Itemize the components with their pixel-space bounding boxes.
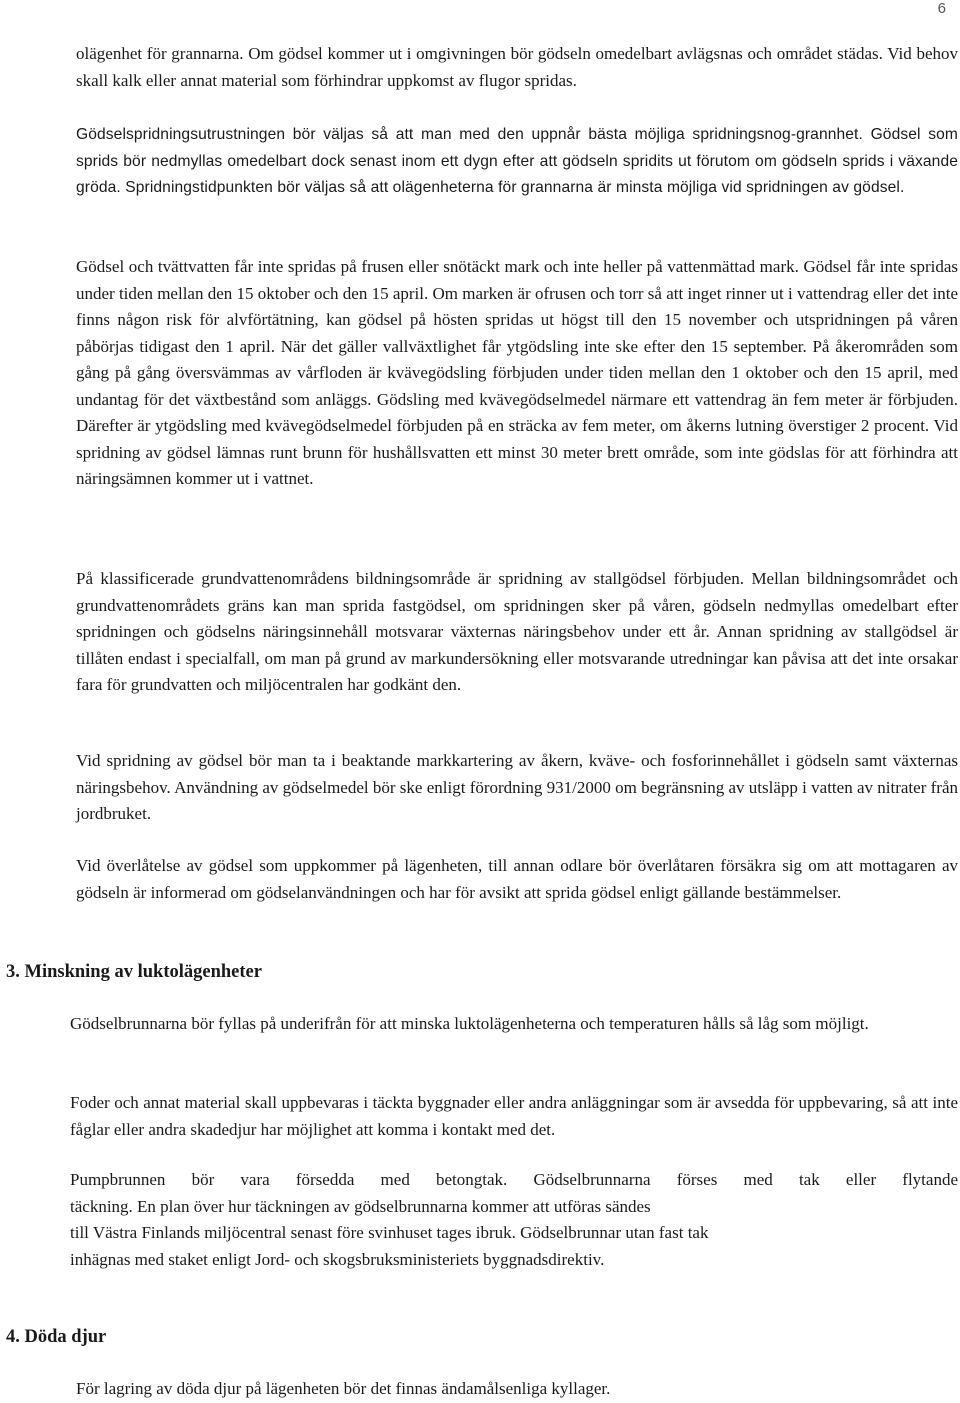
paragraph-dead-animals: För lagring av döda djur på lägenheten bör det finnas ändamålsenliga kyllager.: [76, 1379, 611, 1398]
paragraph-pump-wells: [70, 1167, 958, 1273]
pump-wells-line-3: till Västra Finlands miljöcentral senast före svinhuset tages ibruk. Gödselbrunnar utan fast tak: [70, 1223, 709, 1242]
paragraph-manure-transfer: Vid överlåtelse av gödsel som uppkommer på lägenheten, till annan odlare bör överlåtaren försäkra sig om att mottagaren av gödseln är informerad om gödselanvändningen och har för avsikt att sprida gödsel enligt gällande bestämmelser.: [76, 856, 958, 902]
paragraph-groundwater-areas: På klassificerade grundvattenområdens bildningsområde är spridning av stallgödsel förbjuden. Mellan bildningsområdet och grundvattenområdets gräns kan man sprida fastgödsel, om spridningen sker på våren, gödseln nedmyllas omedelbart efter spridningen och gödselns näringsinnehåll motsvarar växternas näringsbehov under ett år. Annan spridning av stallgödsel är tillåten endast i specialfall, om man på grund av markundersökning eller motsvarande utredningar kan påvisa att det inte orsakar fara för grundvatten och miljöcentralen har godkänt den.: [76, 569, 958, 694]
paragraph-spreading-equipment-text: Gödselspridningsutrustningen bör väljas så att man med den uppnår bästa möjliga spridningsnog-grannhet. Gödsel som sprids bör nedmyllas omedelbart dock senast inom ett dygn efter att gödseln spridits ut förutom om gödseln sprids i växande gröda.: [76, 126, 958, 196]
paragraph-spreading-timing-text: Spridningstidpunkten bör väljas så att olägenheterna för grannarna är minsta möjliga vid spridningen av gödsel.: [125, 179, 905, 196]
paragraph-spreading-equipment: [76, 122, 958, 202]
pump-wells-line-1: Pumpbrunnen bör vara försedda med betongtak. Gödselbrunnarna förses med tak eller flytande: [70, 1170, 958, 1189]
paragraph-frozen-ground-rules: Gödsel och tvättvatten får inte spridas på frusen eller snötäckt mark och inte heller på vattenmättad mark. Gödsel får inte spridas under tiden mellan den 15 oktober och den 15 april. Om marken är ofrusen och torr så att inget rinner ut i vattendrag eller det inte finns någon risk för alvförtätning, kan gödsel på hösten spridas ut högst till den 15 november och utspridningen på våren påbörjas tidigast den 1 april. När det gäller vallväxtlighet får ytgödsling inte ske efter den 15 september. På åkerområden som gång på gång översvämmas av vårfloden är kvävegödsling förbjuden under tiden mellan den 1 oktober och den 15 april, med undantag för det växtbestånd som anläggs. Gödsling med kvävegödselmedel närmare ett vattendrag än fem meter är förbjuden. Därefter är ytgödsling med kvävegödselmedel förbjuden på en sträcka av fem meter, om åkerns lutning överstiger 2 procent. Vid spridning av gödsel lämnas runt brunn för hushållsvatten ett minst 30 meter brett område, som inte gödslas för att förhindra att näringsämnen kommer ut i vattnet.: [76, 257, 958, 488]
section-3-heading: 3. Minskning av luktolägenheter: [6, 962, 262, 982]
paragraph-feed-storage: Foder och annat material skall uppbevaras i täckta byggnader eller andra anläggningar som är avsedda för uppbevaring, så att inte fåglar eller andra skadedjur har möjlighet att komma i kontakt med det.: [70, 1093, 958, 1139]
pump-wells-line-2: täckning. En plan över hur täckningen av gödselbrunnarna kommer att utföras sändes: [70, 1196, 651, 1216]
paragraph-field-mapping: Vid spridning av gödsel bör man ta i beaktande markkartering av åkern, kväve- och fosforinnehållet i gödseln samt växternas näringsbehov. Användning av gödselmedel bör ske enligt förordning 931/2000 om begränsning av utsläpp i vatten av nitrater från jordbruket.: [76, 751, 958, 823]
page-number: 6: [937, 0, 946, 17]
paragraph-fill-from-below: Gödselbrunnarna bör fyllas på underifrån för att minska luktolägenheterna och temperaturen hålls så låg som möjligt.: [70, 1014, 869, 1033]
paragraph-odor-cleanup: olägenhet för grannarna. Om gödsel kommer ut i omgivningen bör gödseln omedelbart avlägsnas och området städas. Vid behov skall kalk eller annat material som förhindrar uppkomst av flugor spridas.: [76, 44, 958, 90]
section-4-heading: 4. Döda djur: [6, 1327, 107, 1347]
pump-wells-line-4: inhägnas med staket enligt Jord- och skogsbruksministeriets byggnadsdirektiv.: [70, 1249, 605, 1269]
